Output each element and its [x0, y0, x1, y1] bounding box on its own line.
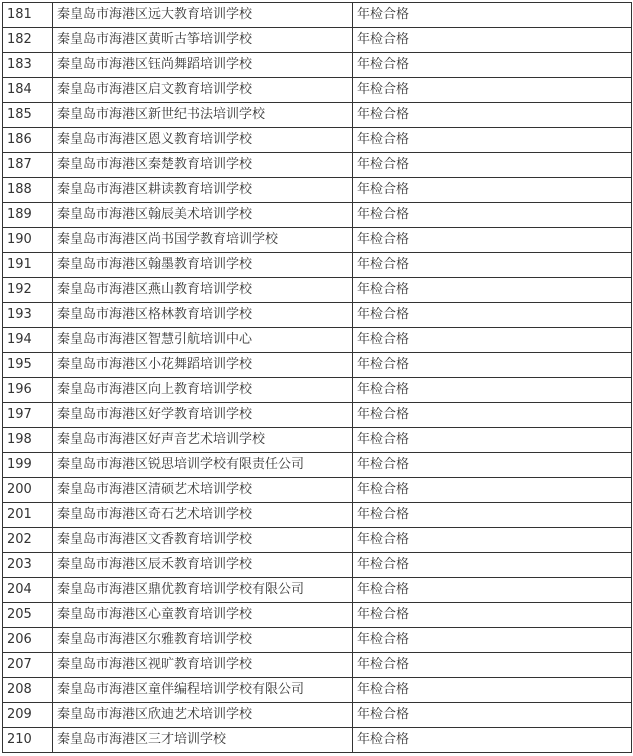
inspection-status-cell: 年检合格 — [353, 628, 632, 653]
row-number-cell: 199 — [3, 453, 53, 478]
inspection-status-cell: 年检合格 — [353, 178, 632, 203]
row-number-cell: 194 — [3, 328, 53, 353]
school-name-cell: 秦皇岛市海港区黄昕古筝培训学校 — [53, 28, 353, 53]
school-name-cell: 秦皇岛市海港区三才培训学校 — [53, 728, 353, 753]
table-row — [3, 178, 632, 203]
school-name-cell: 秦皇岛市海港区翰墨教育培训学校 — [53, 253, 353, 278]
table-row — [3, 378, 632, 403]
table-row — [3, 203, 632, 228]
inspection-status-cell: 年检合格 — [353, 328, 632, 353]
table-body — [3, 3, 632, 753]
row-number-cell: 204 — [3, 578, 53, 603]
inspection-status-cell: 年检合格 — [353, 353, 632, 378]
school-name-cell: 秦皇岛市海港区童伴编程培训学校有限公司 — [53, 678, 353, 703]
school-name-cell: 秦皇岛市海港区辰禾教育培训学校 — [53, 553, 353, 578]
school-name-cell: 秦皇岛市海港区文香教育培训学校 — [53, 528, 353, 553]
inspection-status-cell: 年检合格 — [353, 453, 632, 478]
row-number-cell: 206 — [3, 628, 53, 653]
inspection-status-cell: 年检合格 — [353, 303, 632, 328]
table-row — [3, 78, 632, 103]
inspection-status-cell: 年检合格 — [353, 553, 632, 578]
inspection-status-cell: 年检合格 — [353, 528, 632, 553]
inspection-status-cell: 年检合格 — [353, 653, 632, 678]
row-number-cell: 201 — [3, 503, 53, 528]
table-row — [3, 253, 632, 278]
inspection-status-cell: 年检合格 — [353, 728, 632, 753]
row-number-cell: 188 — [3, 178, 53, 203]
row-number-cell: 185 — [3, 103, 53, 128]
table-row — [3, 153, 632, 178]
table-row — [3, 128, 632, 153]
inspection-status-cell: 年检合格 — [353, 53, 632, 78]
row-number-cell: 192 — [3, 278, 53, 303]
row-number-cell: 183 — [3, 53, 53, 78]
school-name-cell: 秦皇岛市海港区向上教育培训学校 — [53, 378, 353, 403]
row-number-cell: 186 — [3, 128, 53, 153]
row-number-cell: 189 — [3, 203, 53, 228]
school-name-cell: 秦皇岛市海港区尔雅教育培训学校 — [53, 628, 353, 653]
table-row — [3, 453, 632, 478]
table-row — [3, 728, 632, 753]
school-inspection-table — [2, 2, 632, 753]
table-row — [3, 103, 632, 128]
school-name-cell: 秦皇岛市海港区燕山教育培训学校 — [53, 278, 353, 303]
inspection-status-cell: 年检合格 — [353, 603, 632, 628]
table-row — [3, 228, 632, 253]
row-number-cell: 209 — [3, 703, 53, 728]
table-row — [3, 703, 632, 728]
row-number-cell: 195 — [3, 353, 53, 378]
inspection-status-cell: 年检合格 — [353, 3, 632, 28]
school-name-cell: 秦皇岛市海港区奇石艺术培训学校 — [53, 503, 353, 528]
school-name-cell: 秦皇岛市海港区心童教育培训学校 — [53, 603, 353, 628]
inspection-status-cell: 年检合格 — [353, 278, 632, 303]
table-row — [3, 653, 632, 678]
row-number-cell: 210 — [3, 728, 53, 753]
row-number-cell: 182 — [3, 28, 53, 53]
row-number-cell: 191 — [3, 253, 53, 278]
inspection-status-cell: 年检合格 — [353, 253, 632, 278]
school-name-cell: 秦皇岛市海港区远大教育培训学校 — [53, 3, 353, 28]
school-name-cell: 秦皇岛市海港区鼎优教育培训学校有限公司 — [53, 578, 353, 603]
table-row — [3, 328, 632, 353]
school-name-cell: 秦皇岛市海港区锐思培训学校有限责任公司 — [53, 453, 353, 478]
table-row — [3, 303, 632, 328]
row-number-cell: 198 — [3, 428, 53, 453]
inspection-status-cell: 年检合格 — [353, 578, 632, 603]
table-row — [3, 503, 632, 528]
row-number-cell: 196 — [3, 378, 53, 403]
row-number-cell: 187 — [3, 153, 53, 178]
table-row — [3, 53, 632, 78]
row-number-cell: 203 — [3, 553, 53, 578]
inspection-status-cell: 年检合格 — [353, 28, 632, 53]
school-name-cell: 秦皇岛市海港区翰辰美术培训学校 — [53, 203, 353, 228]
row-number-cell: 200 — [3, 478, 53, 503]
school-name-cell: 秦皇岛市海港区好声音艺术培训学校 — [53, 428, 353, 453]
row-number-cell: 208 — [3, 678, 53, 703]
row-number-cell: 207 — [3, 653, 53, 678]
row-number-cell: 202 — [3, 528, 53, 553]
school-name-cell: 秦皇岛市海港区小花舞蹈培训学校 — [53, 353, 353, 378]
inspection-status-cell: 年检合格 — [353, 228, 632, 253]
inspection-status-cell: 年检合格 — [353, 78, 632, 103]
school-name-cell: 秦皇岛市海港区恩义教育培训学校 — [53, 128, 353, 153]
school-name-cell: 秦皇岛市海港区钰尚舞蹈培训学校 — [53, 53, 353, 78]
row-number-cell: 184 — [3, 78, 53, 103]
school-name-cell: 秦皇岛市海港区好学教育培训学校 — [53, 403, 353, 428]
row-number-cell: 197 — [3, 403, 53, 428]
inspection-status-cell: 年检合格 — [353, 703, 632, 728]
row-number-cell: 205 — [3, 603, 53, 628]
inspection-status-cell: 年检合格 — [353, 678, 632, 703]
inspection-status-cell: 年检合格 — [353, 128, 632, 153]
table-row — [3, 428, 632, 453]
table-row — [3, 3, 632, 28]
school-name-cell: 秦皇岛市海港区尚书国学教育培训学校 — [53, 228, 353, 253]
table-row — [3, 478, 632, 503]
inspection-status-cell: 年检合格 — [353, 403, 632, 428]
table-row — [3, 678, 632, 703]
table-row — [3, 28, 632, 53]
table-row — [3, 553, 632, 578]
table-row — [3, 278, 632, 303]
table-row — [3, 403, 632, 428]
inspection-status-cell: 年检合格 — [353, 203, 632, 228]
school-name-cell: 秦皇岛市海港区新世纪书法培训学校 — [53, 103, 353, 128]
table-row — [3, 353, 632, 378]
table-row — [3, 628, 632, 653]
school-name-cell: 秦皇岛市海港区耕读教育培训学校 — [53, 178, 353, 203]
table-row — [3, 603, 632, 628]
school-name-cell: 秦皇岛市海港区视旷教育培训学校 — [53, 653, 353, 678]
row-number-cell: 190 — [3, 228, 53, 253]
school-name-cell: 秦皇岛市海港区格林教育培训学校 — [53, 303, 353, 328]
school-name-cell: 秦皇岛市海港区智慧引航培训中心 — [53, 328, 353, 353]
inspection-status-cell: 年检合格 — [353, 428, 632, 453]
inspection-status-cell: 年检合格 — [353, 478, 632, 503]
inspection-status-cell: 年检合格 — [353, 103, 632, 128]
school-name-cell: 秦皇岛市海港区秦楚教育培训学校 — [53, 153, 353, 178]
table-row — [3, 578, 632, 603]
school-name-cell: 秦皇岛市海港区欣迪艺术培训学校 — [53, 703, 353, 728]
row-number-cell: 181 — [3, 3, 53, 28]
school-name-cell: 秦皇岛市海港区清硕艺术培训学校 — [53, 478, 353, 503]
table-row — [3, 528, 632, 553]
inspection-status-cell: 年检合格 — [353, 503, 632, 528]
row-number-cell: 193 — [3, 303, 53, 328]
inspection-status-cell: 年检合格 — [353, 378, 632, 403]
school-name-cell: 秦皇岛市海港区启文教育培训学校 — [53, 78, 353, 103]
inspection-status-cell: 年检合格 — [353, 153, 632, 178]
